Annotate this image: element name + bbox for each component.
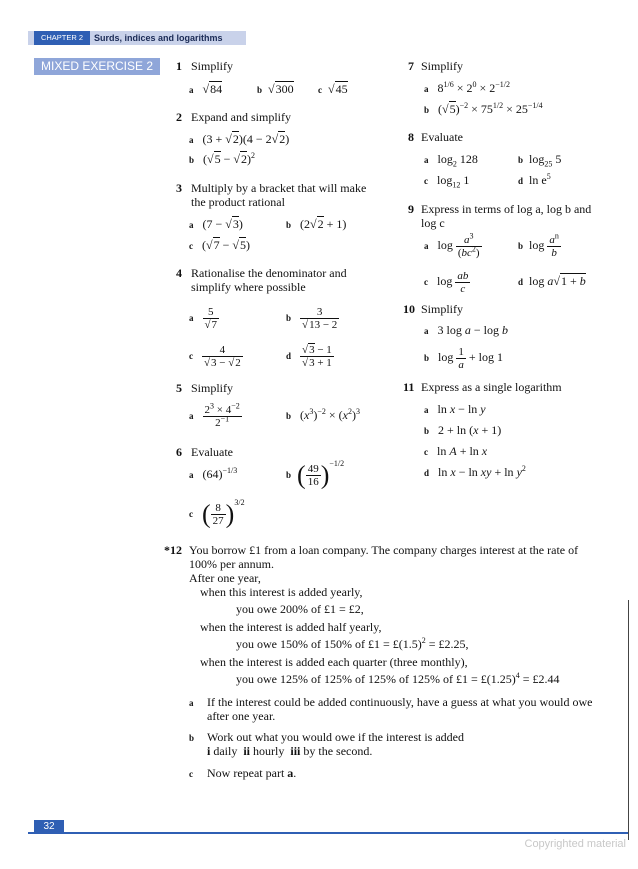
q2-number: 2: [176, 110, 182, 124]
q4-title-line1: Rationalise the denominator and: [191, 266, 347, 280]
q5-number: 5: [176, 381, 182, 395]
q8-number: 8: [408, 130, 414, 144]
q12-part-b-line2: i daily ii hourly iii by the second.: [207, 744, 373, 758]
q5-b: b $(x^3)^{-2} \times (x^2)^3$: [286, 407, 360, 422]
q3-title-line2: the product rational: [191, 195, 285, 209]
q9-a: a log $\frac{a^3}{(bc^2)}$: [424, 231, 480, 259]
q12-line3: After one year,: [189, 571, 261, 585]
q12-part-a-line1: If the interest could be added continuously, have a guess at what you would owe: [207, 695, 593, 709]
q3-c: c (√7 − √5): [189, 238, 250, 252]
q11-b: b 2 + ln (x + 1): [424, 423, 502, 437]
q12-line5: you owe 200% of £1 = £2,: [236, 602, 364, 616]
copyright-notice: Copyrighted material: [524, 838, 626, 850]
q8-a: a $\log_2 128$: [424, 152, 478, 169]
q9-title-line1: Express in terms of log a, log b and: [421, 202, 592, 216]
q9-d: d log a√1 + b: [518, 274, 586, 288]
q10-title: Simplify: [421, 302, 464, 316]
q12-part-a: a: [189, 698, 194, 708]
q4-a: a $\frac{5}{√7}$: [189, 305, 218, 331]
q6-c: c ( $\frac{8}{27}$ )$^{3/2}$: [189, 498, 245, 529]
q6-number: 6: [176, 445, 182, 459]
q5-title: Simplify: [191, 381, 234, 395]
q10-a: a 3 log a − log b: [424, 323, 508, 337]
q10-b: b log $\frac{1}{a}$ + log 1: [424, 345, 503, 371]
q1-b: b √300: [257, 82, 294, 96]
q8-c: c $\log_{12} 1$: [424, 173, 470, 190]
q10-number: 10: [403, 302, 415, 316]
q11-a: a ln x − ln y: [424, 402, 486, 416]
section-label: MIXED EXERCISE 2: [34, 58, 160, 75]
q11-number: 11: [403, 380, 415, 394]
q12-part-b-line1: Work out what you would owe if the interest is added: [207, 730, 464, 744]
q12-line4: when this interest is added yearly,: [200, 585, 363, 599]
q4-d: d $\frac{√3 - 1}{√3 + 1}$: [286, 343, 332, 369]
q3-title-line1: Multiply by a bracket that will make: [191, 181, 367, 195]
q9-number: 9: [408, 202, 414, 216]
q1-a-rad: 84: [210, 82, 223, 96]
q12-line7: you owe 150% of 150% of £1 = $£(1.5)^2$ = £2.25,: [236, 636, 469, 651]
q6-title: Evaluate: [191, 445, 233, 459]
q12-line8: when the interest is added each quarter (three monthly),: [200, 655, 468, 669]
chapter-title: Surds, indices and logarithms: [94, 33, 223, 43]
margin-rule: [628, 600, 629, 840]
q5-a: a $\frac{2^3 \times 4^{-2}}{2^{-1}}$: [189, 401, 240, 429]
q2-b: b $(√5 - √2)^2$: [189, 151, 255, 166]
q11-c: c ln A + ln x: [424, 444, 488, 458]
q2-a: a (3 + √2)(4 − 2√2): [189, 132, 290, 146]
q12-line2: 100% per annum.: [189, 557, 274, 571]
q1-a-label: a: [189, 85, 194, 95]
q4-title-line2: simplify where possible: [191, 280, 306, 294]
page-number: 32: [34, 820, 64, 834]
q8-b: b $\log_{25} 5$: [518, 152, 562, 169]
footer-rule: [28, 832, 628, 834]
q3-b: b (2√2 + 1): [286, 217, 347, 231]
q12-part-a-line2: after one year.: [207, 709, 276, 723]
q1-parts: a √84: [189, 82, 223, 96]
q12-part-b: b: [189, 733, 195, 743]
q9-b: b log $\frac{a^n}{b}$: [518, 231, 559, 259]
q12-line1: You borrow £1 from a loan company. The company charges interest at the rate of: [189, 543, 579, 557]
q9-c: c log $\frac{ab}{c}$: [424, 269, 469, 295]
q7-a: a $8^{1/6} \times 2^0 \times 2^{-1/2}$: [424, 80, 511, 95]
q12-line9: you owe 125% of 125% of 125% of 125% of £1 = $£(1.25)^4$ = £2.44: [236, 671, 560, 686]
q8-title: Evaluate: [421, 130, 463, 144]
q3-a: a (7 − √3): [189, 217, 243, 231]
q7-number: 7: [408, 59, 414, 73]
q11-d: d ln x − ln xy + $\ln y^2$: [424, 464, 526, 479]
q1-c: c √45: [318, 82, 348, 96]
q11-title: Express as a single logarithm: [421, 380, 562, 394]
q1-title: Simplify: [191, 59, 234, 73]
q2-title: Expand and simplify: [191, 110, 291, 124]
q6-b: b ( $\frac{49}{16}$ )$^{-1/2}$: [286, 459, 345, 490]
q12-line6: when the interest is added half yearly,: [200, 620, 382, 634]
q7-b: b $(√5)^{-2} \times 75^{1/2} \times 25^{-1/4}$: [424, 101, 543, 116]
q7-title: Simplify: [421, 59, 464, 73]
q1-number: 1: [176, 59, 182, 73]
q12-part-c: c: [189, 769, 193, 779]
q4-b: b $\frac{3}{√13 - 2}$: [286, 305, 338, 331]
q12-part-c-line1: Now repeat part a.: [207, 766, 297, 780]
q3-number: 3: [176, 181, 182, 195]
q8-d: d $\ln e^5$: [518, 172, 551, 187]
chapter-badge: CHAPTER 2: [34, 31, 90, 45]
q4-number: 4: [176, 266, 182, 280]
q12-number: *12: [164, 543, 182, 557]
q4-c: c $\frac{4}{√3 - √2}$: [189, 343, 241, 369]
q9-title-line2: log c: [421, 216, 445, 230]
q6-a: a $(64)^{-1/3}$: [189, 466, 238, 481]
